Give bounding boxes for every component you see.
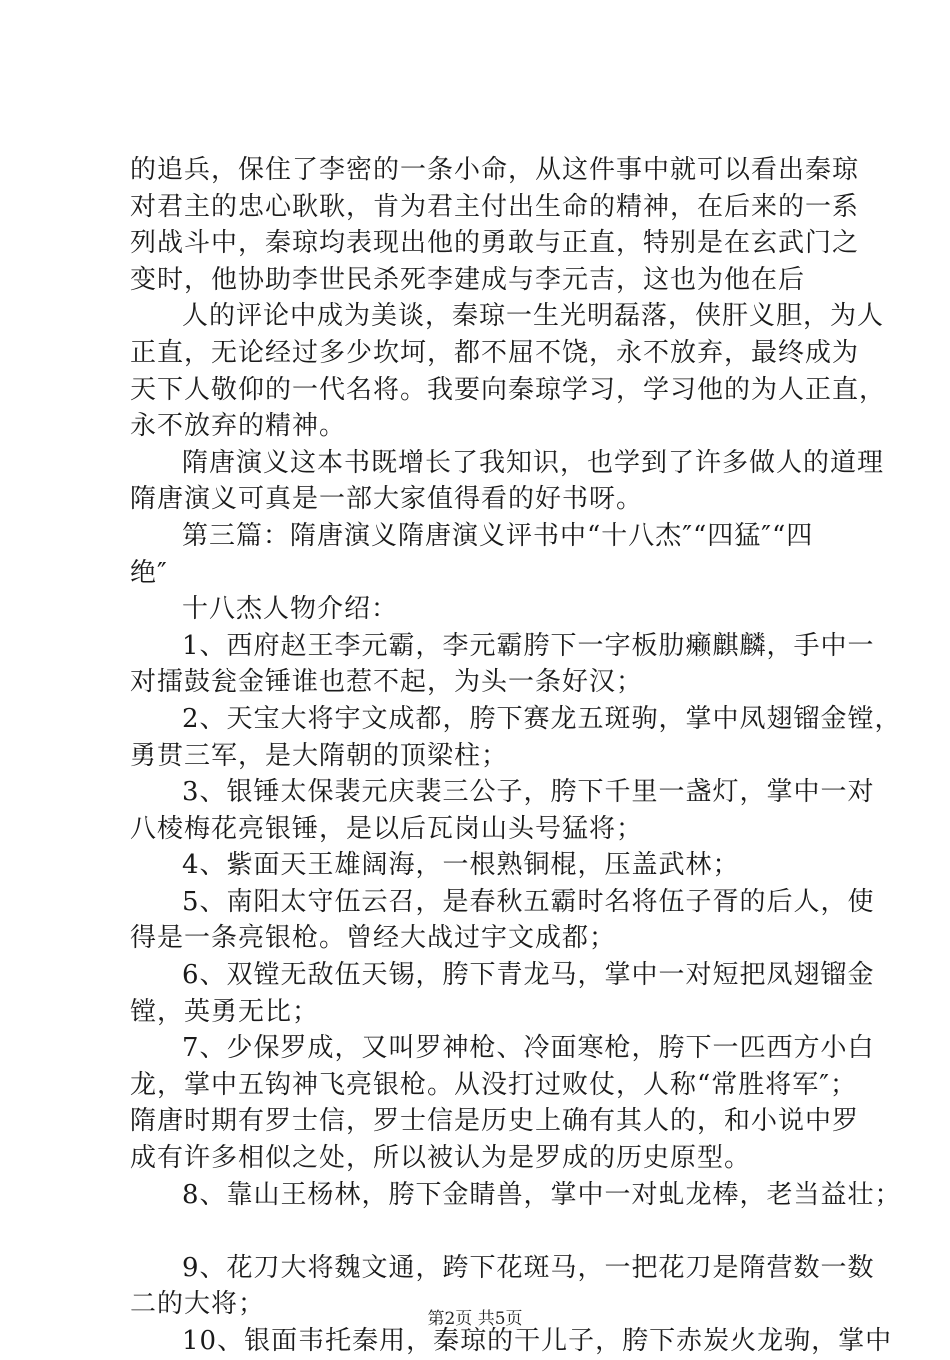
text-line: 的追兵，保住了李密的一条小命，从这件事中就可以看出秦琼 [130, 155, 860, 185]
text-line: 镗，英勇无比； [130, 996, 320, 1027]
body-text [130, 152, 902, 1360]
blank-line [130, 1213, 842, 1250]
list-item: 3、银锤太保裴元庆裴三公子，胯下千里一盏灯，掌中一对 [182, 777, 875, 808]
text-line: 变时，他协助李世民杀死李建成与李元吉，这也为他在后 [130, 264, 806, 295]
list-item: 8、靠山王杨林，胯下金睛兽，掌中一对虬龙棒，老当益壮； [182, 1179, 902, 1210]
list-item: 6、双镗无敌伍天锡，胯下青龙马，掌中一对短把凤翅镏金 [182, 960, 875, 991]
list-item: 7、少保罗成，又叫罗神枪、冷面寒枪，胯下一匹西方小白 [182, 1033, 875, 1064]
text-line: 永不放弃的精神。 [130, 411, 347, 442]
text-line: 隋唐演义这本书既增长了我知识，也学到了许多做人的道理 [182, 447, 885, 478]
list-item: 1、西府赵王李元霸，李元霸胯下一字板肋癞麒麟，手中一 [182, 630, 875, 661]
text-line: 成有许多相似之处，所以被认为是罗成的历史原型。 [130, 1143, 752, 1174]
text-line: 二的大将； [130, 1289, 266, 1320]
text-line: 对君主的忠心耿耿，肯为君主付出生命的精神，在后来的一系 [130, 191, 860, 222]
text-line: 得是一条亮银枪。曾经大战过宇文成都； [130, 923, 617, 954]
text-line: 隋唐演义可真是一部大家值得看的好书呀。 [130, 484, 644, 515]
text-line: 列战斗中，秦琼均表现出他的勇敢与正直，特别是在玄武门之 [130, 228, 860, 259]
list-item: 5、南阳太守伍云召，是春秋五霸时名将伍子胥的后人，使 [182, 886, 875, 917]
section-heading-cont: 绝″ [130, 557, 168, 588]
text-line: 天下人敬仰的一代名将。我要向秦琼学习，学习他的为人正直， [130, 374, 887, 405]
text-line: 十八杰人物介绍： [182, 594, 399, 625]
page-footer: 第2页 共5页 [427, 1309, 523, 1329]
section-heading: 第三篇：隋唐演义隋唐演义评书中“十八杰″“四猛″“四 [182, 520, 814, 551]
text-line: 正直，无论经过多少坎坷，都不屈不饶，永不放弃，最终成为 [130, 337, 860, 368]
list-item: 10、银面韦托秦用，秦琼的干儿子，胯下赤炭火龙驹，掌中 [182, 1326, 893, 1356]
text-line: 隋唐时期有罗士信，罗士信是历史上确有其人的，和小说中罗 [130, 1106, 860, 1137]
list-item: 4、紫面天王雄阔海，一根熟铜棍，压盖武林； [182, 850, 740, 881]
text-line: 龙，掌中五钩神飞亮银枪。从没打过败仗，人称“常胜将军″； [130, 1069, 858, 1100]
text-line: 对擂鼓瓮金锤谁也惹不起，为头一条好汉； [130, 667, 644, 698]
list-item: 2、天宝大将宇文成都，胯下赛龙五斑驹，掌中凤翅镏金镗， [182, 703, 902, 734]
list-item: 9、花刀大将魏文通，跨下花斑马，一把花刀是隋营数一数 [182, 1252, 875, 1283]
text-line: 人的评论中成为美谈，秦琼一生光明磊落，侠肝义胆，为人 [182, 301, 885, 332]
text-line: 勇贯三军，是大隋朝的顶梁柱； [130, 740, 509, 771]
text-line: 八棱梅花亮银锤，是以后瓦岗山头号猛将； [130, 813, 644, 844]
